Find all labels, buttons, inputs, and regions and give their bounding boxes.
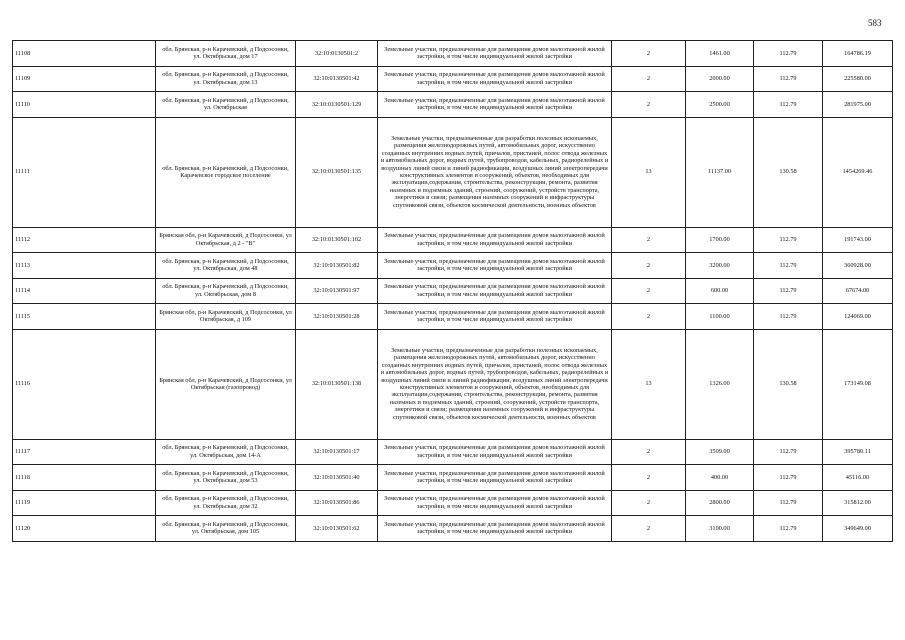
land-use-cell: Земельные участки, предназначенные для разработки полезных ископаемых, размещения железнодорожных путей, автомобильных дорог, искусственно созданных внутренних водных путей, причалов, пристаней, полос отвода железных и автомобильных дорог, водных путей, трубопроводов, кабельных, радиорелейных и воздушных линий связи и линий радиофикации, воздушных линий электропередачи конструктивных элементов и сооружений, объектов, необходимых для эксплуатации,содержания, строительства, реконструкции, ремонта, развития наземных и подземных зданий, строений, сооружений, устройств транспорта, энергетики и связи; размещения наземных сооружений и инфраструктуры спутниковой связи, объектов космической деятельности, военных объектов bbox=[378, 117, 612, 227]
specific-value-cell: 112.79 bbox=[754, 516, 823, 542]
land-use-cell: Земельные участки, предназначенные для размещения домов малоэтажной жилой застройки, в том числе индивидуальной жилой застройки bbox=[378, 41, 612, 67]
area-cell: 1326.00 bbox=[686, 329, 754, 439]
area-cell: 3200.00 bbox=[686, 253, 754, 279]
area-cell: 2800.00 bbox=[686, 490, 754, 516]
cadastral-value-cell: 124069.00 bbox=[823, 304, 893, 330]
land-use-cell: Земельные участки, предназначенные для размещения домов малоэтажной жилой застройки, в том числе индивидуальной жилой застройки bbox=[378, 66, 612, 92]
table-row bbox=[13, 304, 893, 330]
group-cell: 2 bbox=[612, 66, 686, 92]
row-number-cell: 11108 bbox=[13, 41, 156, 67]
address-cell: Брянская обл, р-н Карачевский, д Подсосонки, ул Октябрьская, д 2 - "В" bbox=[156, 227, 296, 253]
group-cell: 2 bbox=[612, 465, 686, 491]
group-cell: 2 bbox=[612, 92, 686, 118]
table-row bbox=[13, 253, 893, 279]
table-row bbox=[13, 92, 893, 118]
area-cell: 2500.00 bbox=[686, 92, 754, 118]
group-cell: 2 bbox=[612, 227, 686, 253]
table-row bbox=[13, 41, 893, 67]
specific-value-cell: 112.79 bbox=[754, 253, 823, 279]
cadastral-number-cell: 32:10:0130501:97 bbox=[296, 278, 378, 304]
row-number-cell: 11118 bbox=[13, 465, 156, 491]
row-number-cell: 11111 bbox=[13, 117, 156, 227]
table-row bbox=[13, 278, 893, 304]
cadastral-number-cell: 32:10:0130501:17 bbox=[296, 439, 378, 465]
address-cell: Брянская обл, р-н Карачевский, д Подсосонки, ул Октябрьская (газопровод) bbox=[156, 329, 296, 439]
cadastral-value-cell: 349649.00 bbox=[823, 516, 893, 542]
row-number-cell: 11120 bbox=[13, 516, 156, 542]
land-use-cell: Земельные участки, предназначенные для разработки полезных ископаемых, размещения железнодорожных путей, автомобильных дорог, искусственно созданных внутренних водных путей, причалов, пристаней, полос отвода железных и автомобильных дорог, водных путей, трубопроводов, кабельных, радиорелейных и воздушных линий связи и линий радиофикации, воздушных линий электропередачи конструктивных элементов и сооружений, объектов, необходимых для эксплуатации,содержания, строительства, реконструкции, ремонта, развития наземных и подземных зданий, строений, сооружений, устройств транспорта, энергетики и связи; размещения наземных сооружений и инфраструктуры спутниковой связи, объектов космической деятельности, военных объектов bbox=[378, 329, 612, 439]
land-use-cell: Земельные участки, предназначенные для размещения домов малоэтажной жилой застройки, в том числе индивидуальной жилой застройки bbox=[378, 227, 612, 253]
cadastral-value-cell: 360928.00 bbox=[823, 253, 893, 279]
table-row bbox=[13, 227, 893, 253]
land-use-cell: Земельные участки, предназначенные для размещения домов малоэтажной жилой застройки, в том числе индивидуальной жилой застройки bbox=[378, 253, 612, 279]
group-cell: 2 bbox=[612, 253, 686, 279]
group-cell: 2 bbox=[612, 278, 686, 304]
specific-value-cell: 130.58 bbox=[754, 329, 823, 439]
area-cell: 3509.00 bbox=[686, 439, 754, 465]
table-row bbox=[13, 66, 893, 92]
row-number-cell: 11113 bbox=[13, 253, 156, 279]
table-row bbox=[13, 516, 893, 542]
land-use-cell: Земельные участки, предназначенные для размещения домов малоэтажной жилой застройки, в том числе индивидуальной жилой застройки bbox=[378, 304, 612, 330]
cadastral-number-cell: 32:10:0130501:102 bbox=[296, 227, 378, 253]
specific-value-cell: 112.79 bbox=[754, 41, 823, 67]
land-use-cell: Земельные участки, предназначенные для размещения домов малоэтажной жилой застройки, в том числе индивидуальной жилой застройки bbox=[378, 92, 612, 118]
address-cell: обл. Брянская, р-н Карачевский, д Подсосонки, ул. Октябрьская, дом 105 bbox=[156, 516, 296, 542]
table-body bbox=[13, 41, 893, 542]
group-cell: 2 bbox=[612, 490, 686, 516]
cadastral-number-cell: 32:10:0130501:2 bbox=[296, 41, 378, 67]
row-number-cell: 11115 bbox=[13, 304, 156, 330]
specific-value-cell: 112.79 bbox=[754, 465, 823, 491]
group-cell: 2 bbox=[612, 516, 686, 542]
specific-value-cell: 112.79 bbox=[754, 227, 823, 253]
cadastral-value-cell: 45116.00 bbox=[823, 465, 893, 491]
cadastral-value-cell: 164786.19 bbox=[823, 41, 893, 67]
table-row bbox=[13, 465, 893, 491]
specific-value-cell: 112.79 bbox=[754, 304, 823, 330]
cadastral-number-cell: 32:10:0130501:62 bbox=[296, 516, 378, 542]
cadastral-value-cell: 395780.11 bbox=[823, 439, 893, 465]
cadastral-number-cell: 32:10:0130501:86 bbox=[296, 490, 378, 516]
area-cell: 1100.00 bbox=[686, 304, 754, 330]
table-row bbox=[13, 329, 893, 439]
row-number-cell: 11117 bbox=[13, 439, 156, 465]
cadastral-number-cell: 32:10:0130501:28 bbox=[296, 304, 378, 330]
specific-value-cell: 130.58 bbox=[754, 117, 823, 227]
cadastral-number-cell: 32:10:0130501:42 bbox=[296, 66, 378, 92]
cadastral-value-cell: 191743.00 bbox=[823, 227, 893, 253]
page-number: 583 bbox=[868, 18, 882, 28]
address-cell: Брянская обл, р-н Карачевский, д Подсосонки, ул Октябрьская, д 109 bbox=[156, 304, 296, 330]
cadastral-value-cell: 225580.00 bbox=[823, 66, 893, 92]
group-cell: 2 bbox=[612, 439, 686, 465]
row-number-cell: 11109 bbox=[13, 66, 156, 92]
table-row bbox=[13, 117, 893, 227]
address-cell: обл. Брянская, р-н Карачевский, д Подсосонки, ул. Октябрьская, дом 17 bbox=[156, 41, 296, 67]
specific-value-cell: 112.79 bbox=[754, 278, 823, 304]
land-use-cell: Земельные участки, предназначенные для размещения домов малоэтажной жилой застройки, в том числе индивидуальной жилой застройки bbox=[378, 439, 612, 465]
area-cell: 600.00 bbox=[686, 278, 754, 304]
address-cell: обл. Брянская, р-н Карачевский, д Подсосонки, ул. Октябрьская bbox=[156, 92, 296, 118]
address-cell: обл. Брянская, р-н Карачевский, д Подсосонки, ул. Октябрьская, дом 8 bbox=[156, 278, 296, 304]
area-cell: 3100.00 bbox=[686, 516, 754, 542]
cadastral-value-cell: 67674.00 bbox=[823, 278, 893, 304]
group-cell: 2 bbox=[612, 41, 686, 67]
cadastral-number-cell: 32:10:0130501:129 bbox=[296, 92, 378, 118]
address-cell: обл. Брянская, р-н Карачевский, д Подсосонки, ул. Октябрьская, дом 48 bbox=[156, 253, 296, 279]
row-number-cell: 11110 bbox=[13, 92, 156, 118]
area-cell: 1461.00 bbox=[686, 41, 754, 67]
group-cell: 2 bbox=[612, 304, 686, 330]
area-cell: 400.00 bbox=[686, 465, 754, 491]
cadastral-number-cell: 32:10:0130501:135 bbox=[296, 117, 378, 227]
row-number-cell: 11119 bbox=[13, 490, 156, 516]
row-number-cell: 11112 bbox=[13, 227, 156, 253]
specific-value-cell: 112.79 bbox=[754, 66, 823, 92]
table-row bbox=[13, 439, 893, 465]
group-cell: 13 bbox=[612, 329, 686, 439]
group-cell: 13 bbox=[612, 117, 686, 227]
cadastral-value-cell: 315812.00 bbox=[823, 490, 893, 516]
specific-value-cell: 112.79 bbox=[754, 490, 823, 516]
area-cell: 1700.00 bbox=[686, 227, 754, 253]
specific-value-cell: 112.79 bbox=[754, 92, 823, 118]
land-use-cell: Земельные участки, предназначенные для размещения домов малоэтажной жилой застройки, в том числе индивидуальной жилой застройки bbox=[378, 278, 612, 304]
address-cell: обл. Брянская, р-н Карачевский, д Подсосонки, ул. Октябрьская, дом 32 bbox=[156, 490, 296, 516]
cadastral-value-table bbox=[12, 40, 893, 542]
specific-value-cell: 112.79 bbox=[754, 439, 823, 465]
address-cell: обл. Брянская, р-н Карачевский, д Подсосонки, ул. Октябрьская, дом 13 bbox=[156, 66, 296, 92]
table-row bbox=[13, 490, 893, 516]
cadastral-value-cell: 1454269.46 bbox=[823, 117, 893, 227]
area-cell: 2000.00 bbox=[686, 66, 754, 92]
address-cell: обл. Брянская, р-н Карачевский, д Подсосонки, ул. Октябрьская, дом 53 bbox=[156, 465, 296, 491]
cadastral-number-cell: 32:10:0130501:82 bbox=[296, 253, 378, 279]
row-number-cell: 11116 bbox=[13, 329, 156, 439]
address-cell: обл. Брянская, р-н Карачевский, д Подсосонки, ул. Октябрьская, дом 14-А bbox=[156, 439, 296, 465]
area-cell: 11137.00 bbox=[686, 117, 754, 227]
cadastral-value-cell: 173149.08 bbox=[823, 329, 893, 439]
cadastral-number-cell: 32:10:0130501:138 bbox=[296, 329, 378, 439]
cadastral-number-cell: 32:10:0130501:40 bbox=[296, 465, 378, 491]
land-use-cell: Земельные участки, предназначенные для размещения домов малоэтажной жилой застройки, в том числе индивидуальной жилой застройки bbox=[378, 516, 612, 542]
land-use-cell: Земельные участки, предназначенные для размещения домов малоэтажной жилой застройки, в том числе индивидуальной жилой застройки bbox=[378, 490, 612, 516]
address-cell: обл. Брянская, р-н Карачевский, д Подсосонки, Карачевское городское поселение bbox=[156, 117, 296, 227]
row-number-cell: 11114 bbox=[13, 278, 156, 304]
land-use-cell: Земельные участки, предназначенные для размещения домов малоэтажной жилой застройки, в том числе индивидуальной жилой застройки bbox=[378, 465, 612, 491]
cadastral-value-cell: 281975.00 bbox=[823, 92, 893, 118]
